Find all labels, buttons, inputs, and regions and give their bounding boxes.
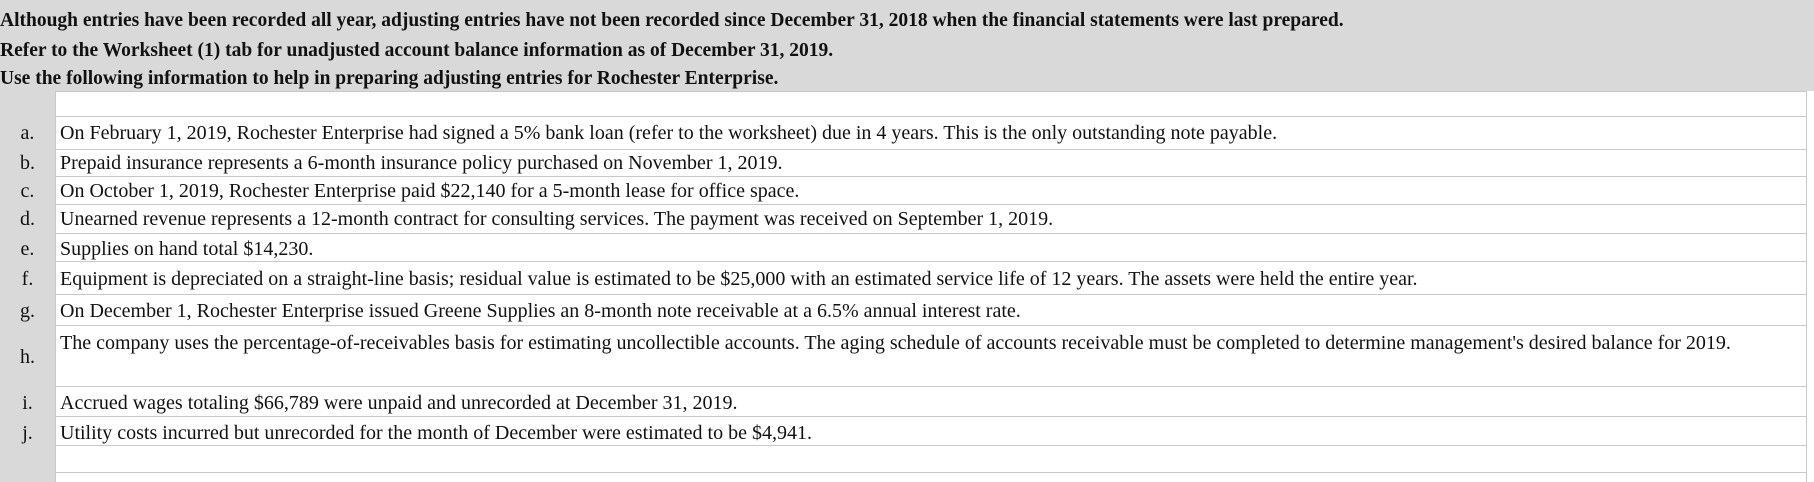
- item-text: Utility costs incurred but unrecorded for the month of December were estimated to be $4,941.: [60, 422, 812, 444]
- item-letter: a.: [20, 122, 35, 144]
- item-letter: f.: [21, 268, 34, 290]
- item-letter: e.: [20, 238, 35, 260]
- item-letter: j.: [22, 422, 33, 444]
- item-text: The company uses the percentage-of-receivables basis for estimating uncollectible accounts. The aging schedule of accounts receivable must be completed to determine management's desired balance for 2019.: [60, 332, 1731, 354]
- grid-line: [55, 91, 56, 482]
- item-text: On February 1, 2019, Rochester Enterprise had signed a 5% bank loan (refer to the worksheet) due in 4 years. This is the only outstanding note payable.: [60, 122, 1278, 144]
- item-text: Accrued wages totaling $66,789 were unpaid and unrecorded at December 31, 2019.: [60, 392, 738, 414]
- item-letter: c.: [20, 180, 35, 202]
- item-text: Prepaid insurance represents a 6-month insurance policy purchased on November 1, 2019.: [60, 152, 783, 174]
- instructions-header: [0, 0, 1814, 91]
- item-text: Supplies on hand total $14,230.: [60, 238, 314, 260]
- grid-line: [55, 386, 1806, 387]
- grid-line: [55, 294, 1806, 295]
- item-letter: g.: [20, 300, 35, 322]
- grid-line: [55, 233, 1806, 234]
- item-letter: d.: [20, 208, 35, 230]
- grid-line: [55, 116, 1806, 117]
- item-text: Unearned revenue represents a 12-month contract for consulting services. The payment was received on September 1, 2019.: [60, 208, 1054, 230]
- item-letter: b.: [20, 152, 35, 174]
- grid-line: [55, 91, 1806, 92]
- header-line-2: Refer to the Worksheet (1) tab for unadjusted account balance information as of December 31, 2019.: [0, 40, 834, 61]
- item-letter: h.: [20, 346, 35, 368]
- item-letter: i.: [22, 392, 33, 414]
- header-line-3: Use the following information to help in preparing adjusting entries for Rochester Enterprise.: [0, 68, 779, 89]
- grid-line: [1806, 91, 1807, 482]
- grid-line: [55, 325, 1806, 326]
- grid-line: [55, 472, 1806, 473]
- item-text: On October 1, 2019, Rochester Enterprise paid $22,140 for a 5-month lease for office space.: [60, 180, 800, 202]
- item-text: On December 1, Rochester Enterprise issued Greene Supplies an 8-month note receivable at a 6.5% annual interest rate.: [60, 300, 1021, 322]
- item-text: Equipment is depreciated on a straight-line basis; residual value is estimated to be $25,000 with an estimated service life of 12 years. The assets were held the entire year.: [60, 268, 1418, 290]
- header-line-1: Although entries have been recorded all year, adjusting entries have not been recorded since December 31, 2018 when the financial statements were last prepared.: [0, 10, 1344, 31]
